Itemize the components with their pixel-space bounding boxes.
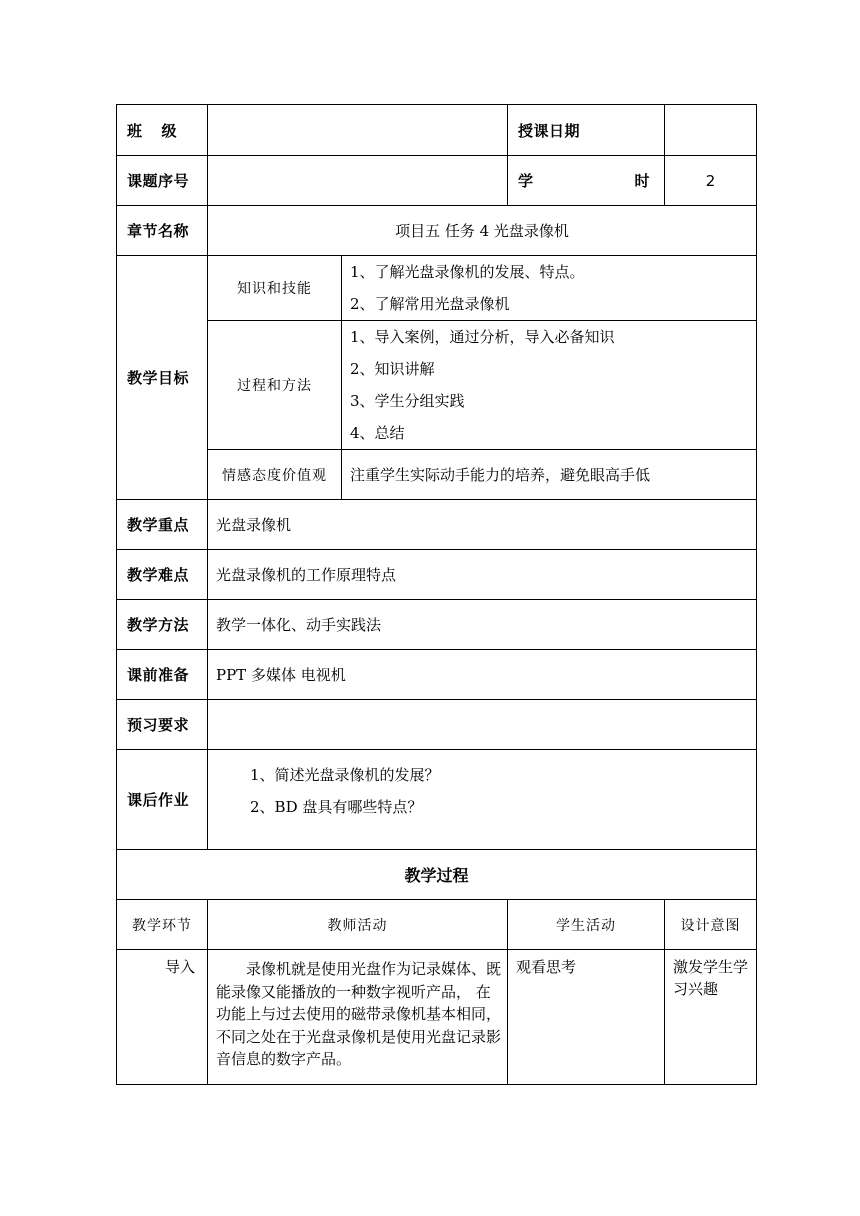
date-value — [665, 105, 757, 156]
preparation-label: 课前准备 — [117, 650, 208, 700]
knowledge-items — [342, 256, 757, 321]
method-label: 教学方法 — [117, 600, 208, 650]
column-header-intent: 设计意图 — [665, 900, 757, 950]
intent-cell: 激发学生学习兴趣 — [665, 950, 757, 1085]
objective-process-row — [117, 321, 757, 450]
process-items — [342, 321, 757, 450]
method-value: 教学一体化、动手实践法 — [208, 600, 757, 650]
column-header-student: 学生活动 — [508, 900, 665, 950]
key-point-value: 光盘录像机 — [208, 500, 757, 550]
process-header-row — [117, 900, 757, 950]
difficulty-value: 光盘录像机的工作原理特点 — [208, 550, 757, 600]
process-item: 2、知识讲解 — [350, 360, 435, 378]
process-title: 教学过程 — [117, 850, 757, 900]
knowledge-item: 2、了解常用光盘录像机 — [350, 295, 510, 313]
process-item: 4、总结 — [350, 424, 405, 442]
process-item: 3、学生分组实践 — [350, 392, 465, 410]
column-header-teacher: 教师活动 — [208, 900, 508, 950]
process-row — [117, 950, 757, 1085]
class-value — [208, 105, 508, 156]
objectives-label: 教学目标 — [117, 256, 208, 500]
hours-value: 2 — [665, 156, 757, 206]
homework-label: 课后作业 — [117, 750, 208, 850]
emotion-label: 情感态度价值观 — [208, 450, 342, 500]
knowledge-label: 知识和技能 — [208, 256, 342, 321]
preparation-row — [117, 650, 757, 700]
chapter-row — [117, 206, 757, 256]
stage-cell: 导入 — [117, 950, 208, 1085]
homework-item: 1、简述光盘录像机的发展？ — [250, 765, 440, 784]
student-cell: 观看思考 — [508, 950, 665, 1085]
homework-row — [117, 750, 757, 850]
preparation-value: PPT 多媒体 电视机 — [208, 650, 757, 700]
class-label: 班 级 — [117, 105, 208, 156]
process-title-row — [117, 850, 757, 900]
chapter-value: 项目五 任务 4 光盘录像机 — [208, 206, 757, 256]
preview-value — [208, 700, 757, 750]
objective-knowledge-row — [117, 256, 757, 321]
objective-emotion-row — [117, 450, 757, 500]
seq-label: 课题序号 — [117, 156, 208, 206]
homework-items — [208, 750, 757, 850]
knowledge-item: 1、了解光盘录像机的发展、特点。 — [350, 263, 585, 281]
difficulty-row — [117, 550, 757, 600]
key-point-row — [117, 500, 757, 550]
preview-label: 预习要求 — [117, 700, 208, 750]
chapter-label: 章节名称 — [117, 206, 208, 256]
homework-item: 2、BD 盘具有哪些特点？ — [250, 797, 423, 816]
teacher-activity-text: 录像机就是使用光盘作为记录媒体、既能录像又能播放的一种数字视听产品， 在功能上与过去使用的磁带录像机基本相同，不同之处在于光盘录像机是使用光盘记录影音信息的数字产品。 — [216, 960, 502, 1068]
date-label: 授课日期 — [508, 105, 665, 156]
lesson-plan-table — [116, 104, 757, 1085]
column-header-stage: 教学环节 — [117, 900, 208, 950]
process-label: 过程和方法 — [208, 321, 342, 450]
key-point-label: 教学重点 — [117, 500, 208, 550]
preview-row — [117, 700, 757, 750]
class-row — [117, 105, 757, 156]
seq-value — [208, 156, 508, 206]
emotion-value: 注重学生实际动手能力的培养，避免眼高手低 — [342, 450, 757, 500]
hours-label: 学 时 — [508, 156, 665, 206]
teacher-cell — [208, 950, 508, 1085]
seq-row — [117, 156, 757, 206]
difficulty-label: 教学难点 — [117, 550, 208, 600]
method-row — [117, 600, 757, 650]
process-item: 1、导入案例，通过分析，导入必备知识 — [350, 328, 615, 346]
